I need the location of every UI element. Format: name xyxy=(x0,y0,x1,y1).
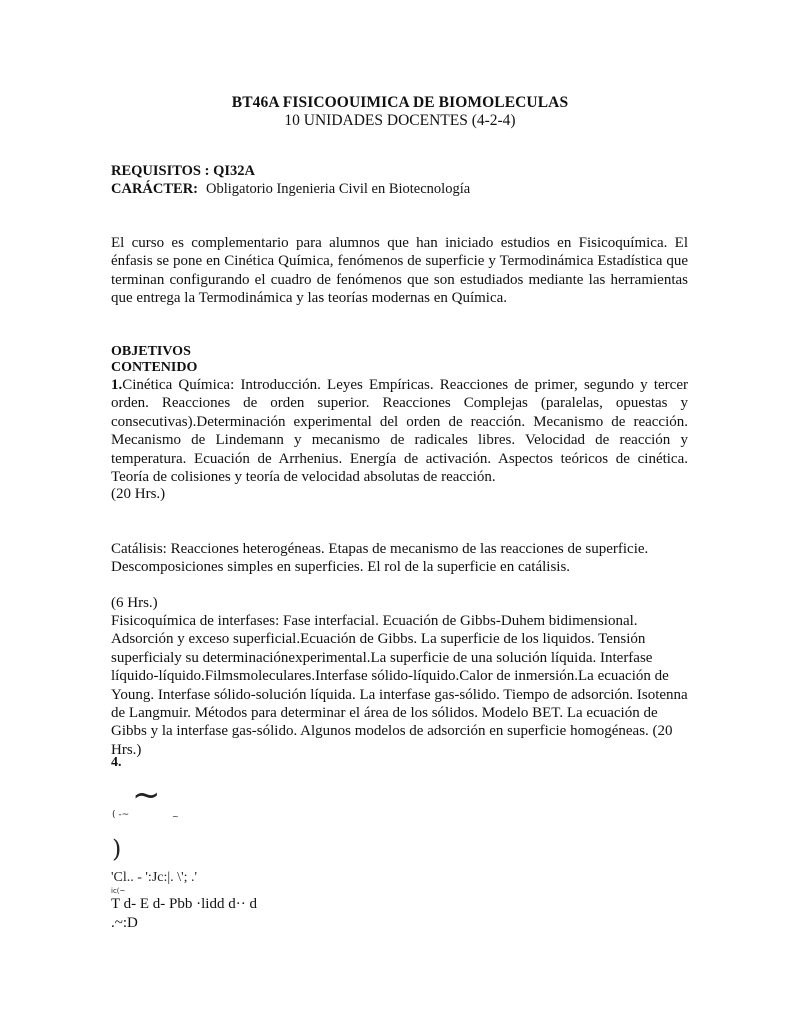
ocr-noise-line-6: .~:D xyxy=(111,915,138,931)
caracter-value: Obligatorio Ingenieria Civil en Biotecnología xyxy=(206,181,471,197)
ocr-noise-paren: ) xyxy=(112,835,122,863)
ocr-noise-line-3: 'Cl.. - ':Jc:|. \'; .' xyxy=(111,870,198,885)
requisitos-line: REQUISITOS : QI32A xyxy=(111,163,255,179)
ocr-noise-line-1: ( -~ xyxy=(112,810,130,820)
objetivos-heading: OBJETIVOS xyxy=(111,344,191,359)
ocr-noise-line-4: ic(~ xyxy=(111,887,126,895)
section-1-paragraph xyxy=(111,376,688,486)
section-2-paragraph: Catálisis: Reacciones heterogéneas. Etapas de mecanismo de las reacciones de superficie. Descomposiciones simples en superficies. El rol de la superficie en catálisis. xyxy=(111,541,649,576)
section-3-paragraph: Fisicoquímica de interfases: Fase interfacial. Ecuación de Gibbs-Duhem bidimensional. Adsorción y exceso superficial.Ecuación de Gibbs. La superficie de los liquidos. Tensión superficialy su determinaciónexperimental.La superficie de una solución líquida. Interfase líquido-líquido.Filmsmoleculares.Interfase sólido-líquido.Calor de inmersión.La ecuación de Young. Interfase sólido-solución líquida. La interfase gas-sólido. Tiempo de adsorción. Isotenna de Langmuir. Métodos para determinar el área de los sólidos. Modelo BET. La ecuación de Gibbs y la interfase gas-sólido. Algunos modelos de adsorción en superficie homogéneas. (20 Hrs.) xyxy=(111,613,688,758)
section-1-hours: (20 Hrs.) xyxy=(111,486,166,502)
contenido-heading: CONTENIDO xyxy=(111,360,198,375)
ocr-noise-tilde: ~ xyxy=(132,775,161,815)
ocr-noise-line-2: ~ xyxy=(172,812,179,821)
caracter-line xyxy=(111,181,470,198)
section-1-number: 1. xyxy=(111,377,123,393)
ocr-noise-line-5: T d- E d- Pbb ·lidd d·· d xyxy=(111,896,257,912)
section-4-number: 4. xyxy=(111,755,122,770)
section-1-text: Cinética Química: Introducción. Leyes Empíricas. Reacciones de primer, segundo y tercer orden. Reacciones de orden superior. Reacciones Complejas (paralelas, opuestas y consecutivas).Determinación experimental del orden de reacción. Mecanismo de reacción. Mecanismo de Lindemann y mecanismo de radicales libres. Velocidad de reacción y temperatura. Ecuación de Arrhenius. Energía de activación. Aspectos teóricos de cinética. Teoría de colisiones y teoría de velocidad absolutas de reacción. xyxy=(111,377,688,486)
section-2-hours: (6 Hrs.) xyxy=(111,595,158,611)
intro-paragraph: El curso es complementario para alumnos que han iniciado estudios en Fisicoquímica. El énfasis se pone en Cinética Química, fenómenos de superficie y Termodinámica Estadística que terminan configurando el cuadro de fenómenos que son estudiados mediante las herramientas que entrega la Termodinámica y las teorías modernas en Química. xyxy=(111,235,688,307)
caracter-label: CARÁCTER: xyxy=(111,181,198,197)
course-units: 10 UNIDADES DOCENTES (4-2-4) xyxy=(284,112,516,129)
course-title: BT46A FISICOOUIMICA DE BIOMOLECULAS xyxy=(231,94,569,111)
